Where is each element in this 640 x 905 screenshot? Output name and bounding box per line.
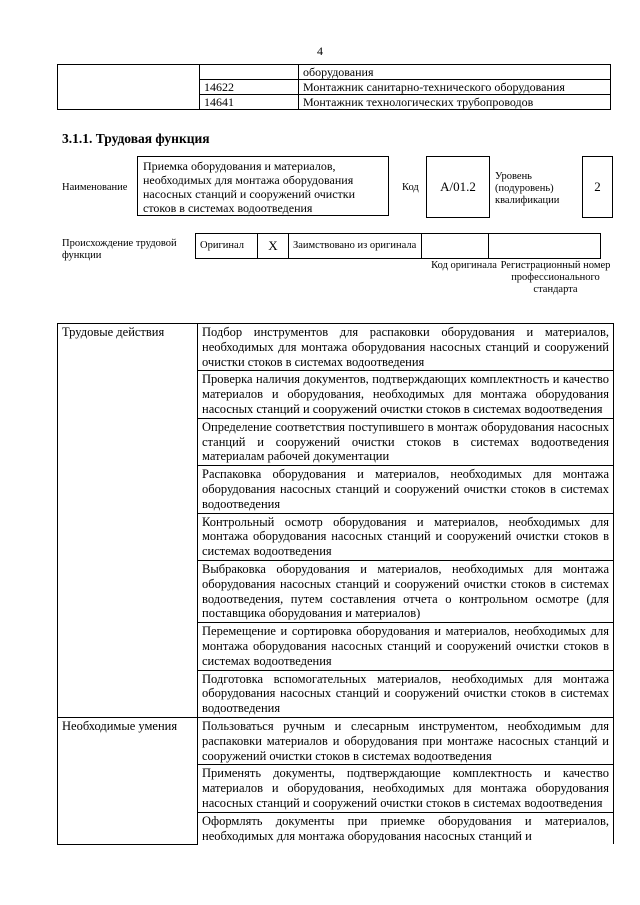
origin-table [195,233,601,259]
skill: Оформлять документы при приемке оборудования и материалов, необходимых для монтажа оборудования насосных станций и [198,812,614,844]
level-label: Уровень (подуровень) квалификации [495,171,560,206]
original-label: Оригинал [196,234,258,259]
function-code: A/01.2 [426,156,490,218]
labor-action: Проверка наличия документов, подтверждающих комплектность и качество материалов и оборудования, необходимых для монтажа оборудования насосных станций и сооружений очистки стоков в системах водоотведения [198,371,614,418]
section-title: 3.1.1. Трудовая функция [62,131,210,146]
origin-label: Происхождение трудовой функции [62,238,177,261]
skill: Применять документы, подтверждающие комплектность и качество материалов и оборудования, необходимых для монтажа оборудования насосных станций и сооружений очистки стоков в системах водоотведения [198,765,614,812]
name-label: Наименование [62,182,128,193]
labor-action: Выбраковка оборудования и материалов, необходимых для монтажа оборудования насосных станций и сооружений очистки стоков в системах водоотведения, путем составления отчета о контрольном осмотре (для поставщика оборудования и материалов) [198,560,614,622]
table-row [196,234,601,259]
table-row [58,324,614,371]
skills-label: Необходимые умения [58,717,198,844]
labor-actions-label: Трудовые действия [58,324,198,718]
labor-action: Подготовка вспомогательных материалов, необходимых для монтажа оборудования насосных станций и сооружений очистки стоков в системах водоотведения [198,670,614,717]
page-number: 4 [317,44,323,58]
code-cell: 14622 [200,80,299,95]
name-cell: Монтажник технологических трубопроводов [299,95,611,110]
code-cell: 14641 [200,95,299,110]
occupation-code-table [57,64,611,110]
empty-cell [58,65,200,110]
labor-action: Перемещение и сортировка оборудования и материалов, необходимых для монтажа оборудования насосных станций и сооружений очистки стоков в системах водоотведения [198,623,614,670]
function-details-table [57,323,614,845]
labor-action: Контрольный осмотр оборудования и материалов, необходимых для монтажа оборудования насосных станций и сооружений очистки стоков в системах водоотведения [198,513,614,560]
code-label: Код [402,182,419,193]
name-cell: Монтажник санитарно-технического оборудования [299,80,611,95]
name-cell: оборудования [299,65,611,80]
code-cell [200,65,299,80]
labor-action: Подбор инструментов для распаковки оборудования и материалов, необходимых для монтажа оборудования насосных станций и сооружений очистки стоков в системах водоотведения [198,324,614,371]
table-row [58,65,611,80]
code-original-cell [422,234,489,259]
labor-action: Определение соответствия поступившего в монтаж оборудования насосных станций и сооружений очистки стоков в системах водоотведения материалам рабочей документации [198,418,614,465]
borrowed-label: Заимствовано из оригинала [289,234,422,259]
reg-number-caption: Регистрационный номер профессионального стандарта [500,260,611,295]
function-name: Приемка оборудования и материалов, необходимых для монтажа оборудования насосных станций и сооружений очистки стоков в системах водоотведения [137,156,389,216]
reg-number-cell [489,234,601,259]
labor-action: Распаковка оборудования и материалов, необходимых для монтажа оборудования насосных станций и сооружений очистки стоков в системах водоотведения [198,466,614,513]
code-original-caption: Код оригинала [431,260,497,271]
skill: Пользоваться ручным и слесарным инструментом, необходимым для распаковки материалов и оборудования при монтаже насосных станций и сооружений очистки стоков в системах водоотведения [198,717,614,764]
original-mark: X [258,234,289,259]
level-value: 2 [582,156,613,218]
table-row [58,717,614,764]
